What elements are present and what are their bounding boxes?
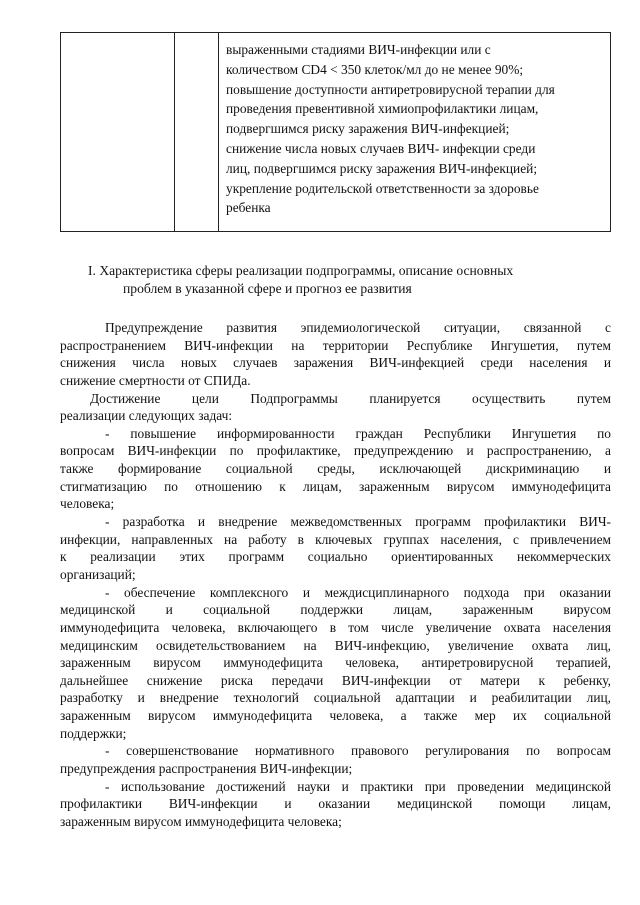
table-cell-line: повышение доступности антиретровирусной терапии для: [226, 81, 555, 97]
table-cell-line: выраженными стадиями ВИЧ-инфекции или с: [226, 42, 491, 57]
paragraph-line: - повышение информированности граждан Республики Ингушетия по: [105, 425, 611, 441]
table-cell-line: проведения превентивной химиопрофилактики лицам,: [226, 101, 539, 117]
table-cell-goals: [226, 40, 606, 218]
table-column-divider: [174, 33, 175, 231]
paragraph-line: медицинской и социальной поддержки лицам, зараженным вирусом: [60, 602, 611, 618]
paragraph-line: организаций;: [60, 566, 136, 582]
paragraph-line: зараженным вирусом иммунодефицита человека, а также мер их социальной: [60, 708, 611, 724]
paragraph-line: к реализации этих программ социально ориентированных некоммерческих: [60, 549, 611, 565]
paragraph-line: Предупреждение развития эпидемиологической ситуации, связанной с: [105, 320, 611, 335]
paragraph-line: поддержки;: [60, 725, 127, 741]
table-cell-line: укрепление родительской ответственности за здоровье: [226, 180, 539, 196]
paragraph-line: медицинским освидетельствованием на ВИЧ-инфекцию, увеличение охвата лиц,: [60, 637, 611, 653]
paragraph-line: стигматизацию по отношению к лицам, зараженным вирусом иммунодефицита: [60, 478, 611, 494]
paragraph-line: - использование достижений науки и практики при проведении медицинской: [105, 778, 611, 794]
paragraph-line: - совершенствование нормативного правового регулирования по вопросам: [105, 743, 611, 759]
continuation-table: [60, 32, 611, 232]
paragraph-line: вопросам ВИЧ-инфекции по профилактике, предупреждению и распространению, а: [60, 443, 611, 459]
paragraph-line: зараженным вирусом иммунодефицита человека, антиретровирусной терапией,: [60, 655, 611, 671]
paragraph-line: зараженным вирусом иммунодефицита человека;: [60, 813, 342, 829]
paragraph-line: Достижение цели Подпрограммы планируется осуществить путем: [90, 390, 611, 406]
paragraph-line: профилактики ВИЧ-инфекции и оказании медицинской помощи лицам,: [60, 796, 611, 812]
paragraph-line: также формирование социальной среды, исключающей дискриминацию и: [60, 461, 611, 477]
section-heading-line: проблем в указанной сфере и прогноз ее развития: [123, 281, 412, 296]
table-cell-line: количеством CD4 < 350 клеток/мл до не менее 90%;: [226, 61, 524, 77]
paragraph-line: человека;: [60, 496, 115, 512]
section-heading-line: I. Характеристика сферы реализации подпрограммы, описание основных: [88, 263, 514, 278]
paragraph-line: снижения числа новых случаев заражения ВИЧ-инфекцией среди населения и: [60, 355, 611, 371]
table-cell-line: снижение числа новых случаев ВИЧ- инфекции среди: [226, 140, 536, 156]
paragraph-line: реализации следующих задач:: [60, 408, 233, 424]
paragraph-line: инфекции, направленных на работу в ключевых группах населения, с привлечением: [60, 531, 611, 547]
paragraph-line: дальнейшее снижение риска передачи ВИЧ-инфекции от матери к ребенку,: [60, 672, 611, 688]
paragraph-line: - разработка и внедрение межведомственных программ профилактики ВИЧ-: [105, 514, 611, 530]
paragraph-line: предупреждения распространения ВИЧ-инфекции;: [60, 761, 353, 777]
body-text: [60, 319, 611, 831]
table-cell-line: лиц, подвергшимся риску заражения ВИЧ-инфекцией;: [226, 160, 538, 176]
paragraph-line: распространением ВИЧ-инфекции на территории Республике Ингушетия, путем: [60, 337, 611, 353]
table-column-divider: [218, 33, 219, 231]
paragraph-line: разработку и внедрение технологий социальной адаптации и реабилитации лиц,: [60, 690, 611, 706]
paragraph-line: снижение смертности от СПИДа.: [60, 372, 251, 388]
table-cell-line: ребенка: [226, 200, 271, 216]
section-heading: [88, 262, 513, 298]
paragraph-line: - обеспечение комплексного и междисциплинарного подхода при оказании: [105, 584, 611, 600]
table-cell-line: подвергшимся риску заражения ВИЧ-инфекцией;: [226, 121, 510, 137]
paragraph-line: иммунодефицита человека, включающего в том числе увеличение охвата населения: [60, 619, 611, 635]
